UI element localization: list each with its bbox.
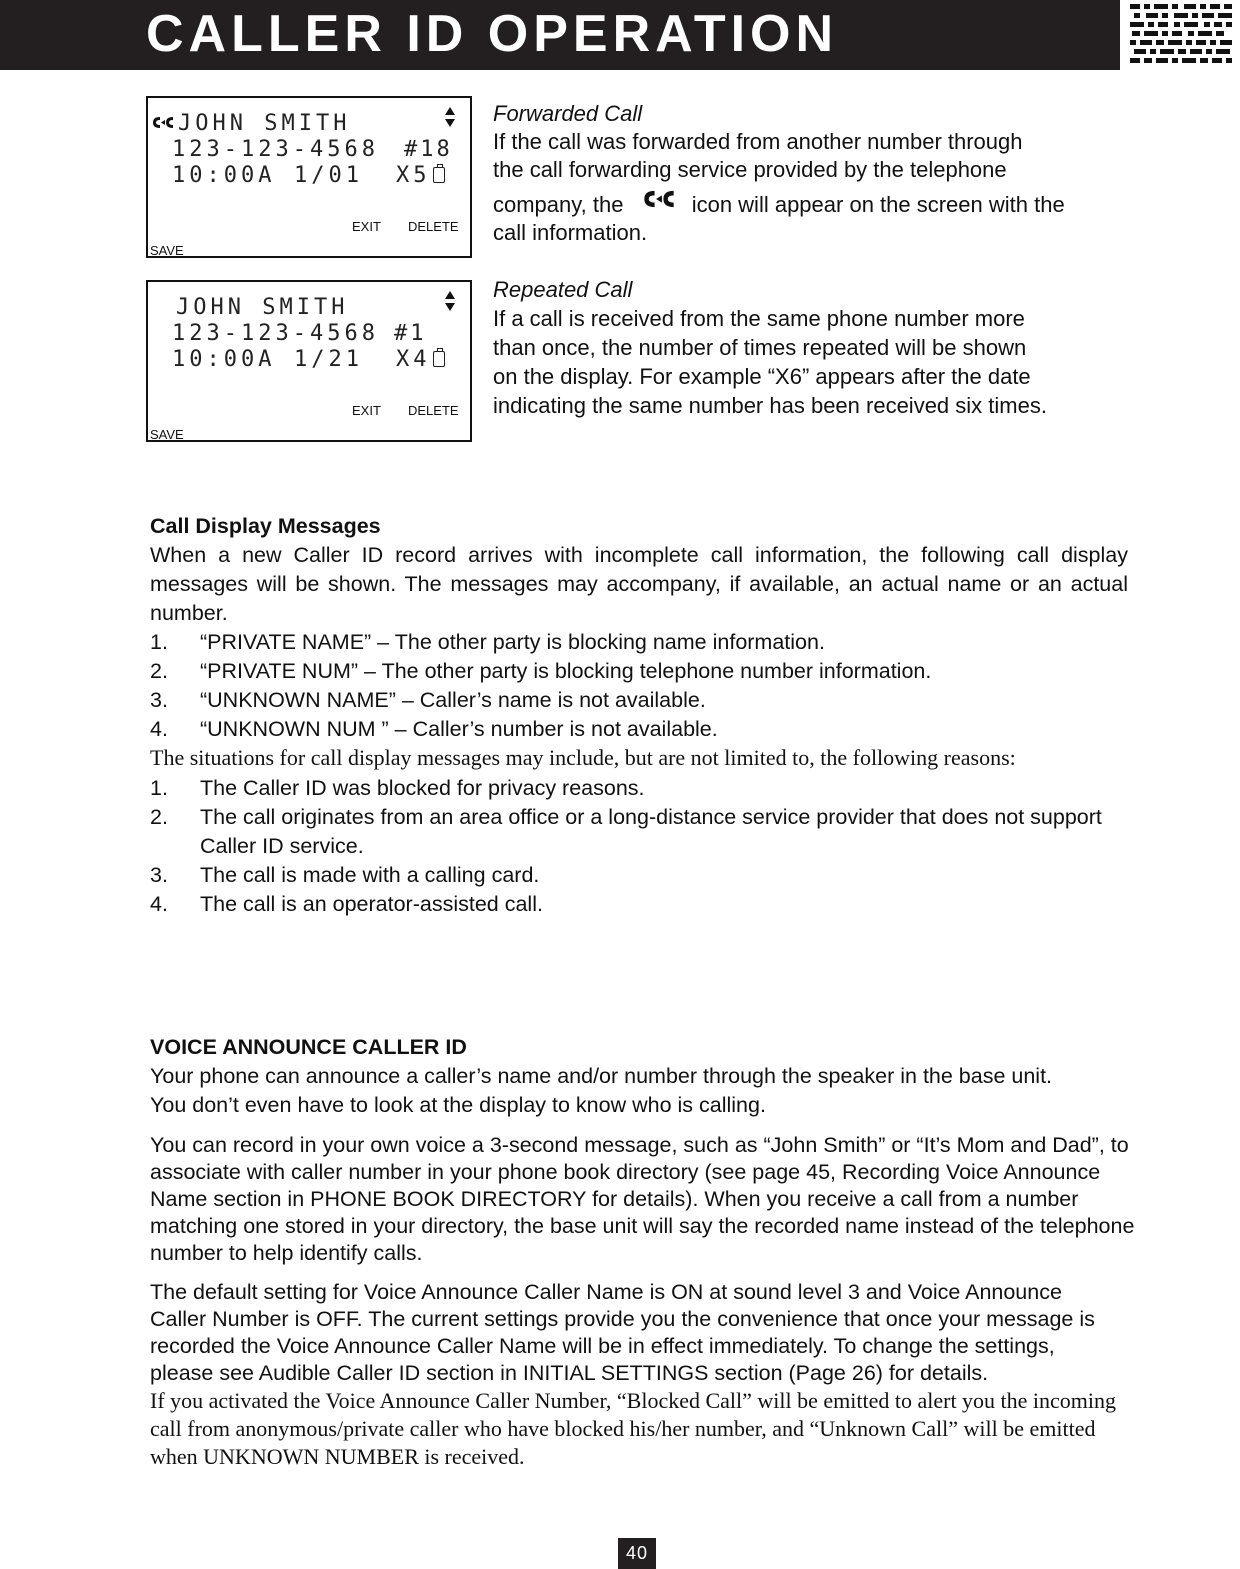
lcd-repeat-count	[396, 347, 445, 373]
lcd-exit-label: EXIT	[352, 403, 381, 418]
call-forward-icon	[151, 115, 175, 130]
list-number: 3.	[150, 863, 168, 887]
lcd-save-label: SAVE	[150, 243, 184, 258]
call-display-section	[150, 512, 1128, 919]
lcd-call-date: 1/21	[294, 347, 363, 372]
lcd-caller-name: JOHN SMITH	[176, 295, 349, 320]
voice-announce-para-1: Your phone can announce a caller’s name and/or number through the speaker in the base unit. You don’t even have to look at the display to know who is calling.	[150, 1064, 1053, 1117]
forwarded-line-3b: icon will appear on the screen with the	[691, 192, 1065, 217]
list-item	[150, 803, 1128, 861]
lcd-repeat-count-text: X5	[396, 163, 431, 188]
list-item	[150, 686, 1128, 715]
forwarded-call-heading: Forwarded Call	[493, 101, 643, 126]
battery-icon	[433, 167, 445, 183]
page-number: 40	[618, 1538, 656, 1569]
lcd-record-count: #18	[404, 137, 453, 162]
list-number: 1.	[150, 630, 168, 654]
reasons-list	[150, 774, 1128, 919]
forwarded-line-4: call information.	[493, 220, 648, 245]
lcd-caller-number: 123-123-4568	[172, 137, 379, 162]
repeated-line-1: If a call is received from the same phone number more	[493, 306, 1025, 331]
lcd-display-forwarded	[146, 96, 472, 258]
lcd-repeat-count-text: X4	[396, 347, 431, 372]
list-number: 4.	[150, 717, 168, 741]
lcd-caller-number: 123-123-4568	[172, 321, 379, 346]
lcd-call-time: 10:00A	[172, 347, 276, 372]
list-item	[150, 861, 1128, 890]
list-item	[150, 890, 1128, 919]
header-bar	[0, 0, 1120, 70]
list-number: 1.	[150, 776, 168, 800]
voice-announce-para-4: If you activated the Voice Announce Caller Number, “Blocked Call” will be emitted to alert you the incoming call from anonymous/private caller who have blocked his/her number, and “Unknown Call” will be emitted when UNKNOWN NUMBER is received.	[150, 1388, 1117, 1469]
lcd-save-label: SAVE	[150, 427, 184, 442]
repeated-line-2: than once, the number of times repeated will be shown	[493, 335, 1027, 360]
list-text: “PRIVATE NAME” – The other party is blocking name information.	[200, 630, 825, 654]
list-text: The Caller ID was blocked for privacy reasons.	[200, 776, 645, 800]
forwarded-line-3a: company, the	[493, 192, 624, 217]
voice-announce-section	[150, 1033, 1140, 1471]
scroll-arrows-icon	[444, 106, 456, 128]
lcd-exit-label: EXIT	[352, 219, 381, 234]
lcd-delete-label: DELETE	[408, 403, 459, 418]
page-title: CALLER ID OPERATION	[146, 5, 839, 63]
forwarded-line-2: the call forwarding service provided by the telephone	[493, 157, 1007, 182]
repeated-line-3: on the display. For example “X6” appears after the date	[493, 364, 1031, 389]
call-display-heading: Call Display Messages	[150, 514, 381, 538]
voice-announce-heading: VOICE ANNOUNCE CALLER ID	[150, 1035, 467, 1059]
list-item	[150, 628, 1128, 657]
forwarded-line-3	[493, 188, 1143, 219]
list-number: 2.	[150, 805, 168, 829]
lcd-delete-label: DELETE	[408, 219, 459, 234]
list-number: 2.	[150, 659, 168, 683]
list-number: 4.	[150, 892, 168, 916]
list-text: The call originates from an area office or a long-distance service provider that does not support Caller ID service.	[200, 805, 1102, 858]
list-text: “UNKNOWN NUM ” – Caller’s number is not available.	[200, 717, 718, 741]
qr-code-graphic	[1128, 2, 1236, 68]
situations-intro: The situations for call display messages may include, but are not limited to, the following reasons:	[150, 745, 1016, 770]
call-display-intro: When a new Caller ID record arrives with incomplete call information, the following call display messages will be shown. The messages may accompany, if available, an actual name or an actual number.	[150, 543, 1128, 625]
list-text: “UNKNOWN NAME” – Caller’s name is not available.	[200, 688, 706, 712]
battery-icon	[433, 351, 445, 367]
call-display-messages-list	[150, 628, 1128, 744]
voice-announce-para-3: The default setting for Voice Announce Caller Name is ON at sound level 3 and Voice Announce Caller Number is OFF. The current settings provide you the convenience that once your message is recorded the Voice Announce Caller Name will be in effect immediately. To change the settings, please see Audible Caller ID section in INITIAL SETTINGS section (Page 26) for details.	[150, 1280, 1095, 1385]
list-text: “PRIVATE NUM” – The other party is blocking telephone number information.	[200, 659, 932, 683]
scroll-arrows-icon	[444, 290, 456, 312]
repeated-call-section	[493, 275, 1143, 420]
list-item	[150, 657, 1128, 686]
forwarded-call-section	[493, 100, 1143, 247]
list-item	[150, 715, 1128, 744]
list-item	[150, 774, 1128, 803]
forwarded-line-1: If the call was forwarded from another number through	[493, 129, 1023, 154]
voice-announce-para-2: You can record in your own voice a 3-second message, such as “John Smith” or “It’s Mom and Dad”, to associate with caller number in your phone book directory (see page 45, Recording Voice Announce Name section in PHONE BOOK DIRECTORY for details). When you receive a call from a number matching one stored in your directory, the base unit will say the recorded name instead of the telephone number to help identify calls.	[150, 1133, 1135, 1265]
lcd-call-date: 1/01	[294, 163, 363, 188]
repeated-line-4: indicating the same number has been received six times.	[493, 393, 1047, 418]
list-number: 3.	[150, 688, 168, 712]
list-text: The call is made with a calling card.	[200, 863, 540, 887]
repeated-call-heading: Repeated Call	[493, 277, 633, 302]
list-text: The call is an operator-assisted call.	[200, 892, 543, 916]
lcd-record-count: #1	[394, 321, 427, 346]
lcd-caller-name: JOHN SMITH	[178, 111, 351, 136]
lcd-call-time: 10:00A	[172, 163, 276, 188]
lcd-repeat-count	[396, 163, 445, 189]
lcd-display-repeated	[146, 280, 472, 442]
call-forward-icon	[638, 188, 680, 210]
